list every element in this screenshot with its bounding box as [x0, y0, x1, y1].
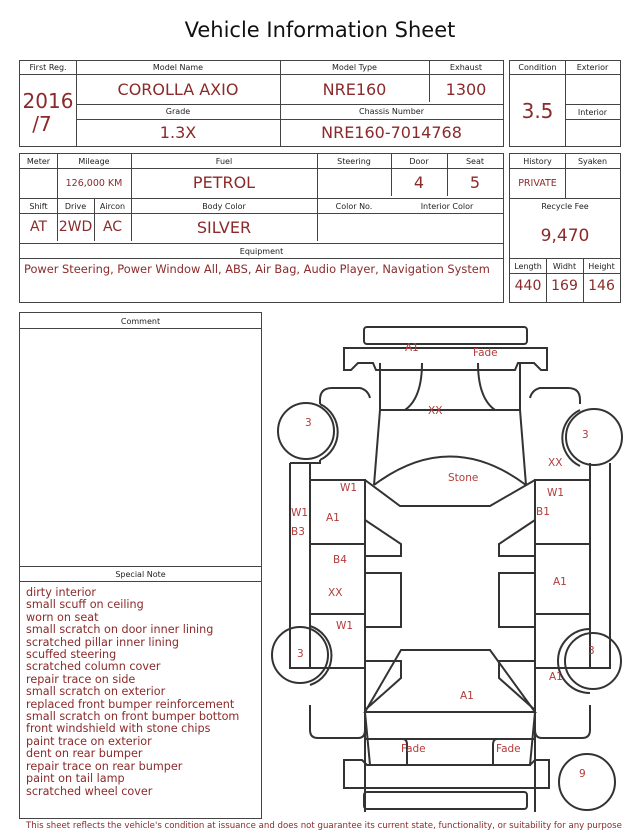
special-note-label: Special Note — [115, 570, 166, 579]
drive-value: 2WD — [58, 219, 93, 235]
shift-value: AT — [29, 219, 48, 235]
damage-mark: A1 — [326, 512, 340, 524]
tire-front-right-rim — [558, 629, 590, 693]
note-item: scuffed steering — [26, 648, 117, 662]
damage-mark: 3 — [305, 417, 312, 429]
car-damage-diagram — [270, 320, 630, 815]
note-item: repair trace on side — [26, 672, 136, 686]
width-label: Widht — [552, 262, 577, 271]
mileage-label: Mileage — [78, 157, 110, 166]
rear-bumper — [344, 348, 547, 370]
door-value: 4 — [413, 173, 425, 192]
note-item: worn on seat — [26, 610, 99, 624]
door-label: Door — [409, 157, 429, 166]
tire-front-right — [565, 633, 621, 689]
tire-rear-right-rim — [562, 410, 580, 466]
damage-mark: 9 — [579, 768, 586, 780]
spec-table — [19, 153, 504, 303]
front-bumper-lower — [364, 792, 527, 809]
right-rear-window — [499, 520, 535, 556]
drive-label: Drive — [64, 202, 87, 211]
aircon-value: AC — [102, 219, 123, 235]
history-label: History — [523, 157, 552, 166]
model-name: COROLLA AXIO — [117, 80, 239, 99]
damage-mark: Fade — [473, 347, 498, 359]
note-item: small scratch on exterior — [26, 685, 166, 699]
damage-mark: XX — [428, 405, 443, 417]
first-reg-month: /7 — [32, 112, 52, 136]
note-item: scratched wheel cover — [26, 784, 153, 798]
damage-mark: W1 — [340, 482, 358, 494]
left-rear-window — [365, 520, 401, 556]
front-bumper — [344, 760, 549, 788]
exterior-label: Exterior — [576, 63, 609, 72]
chassis-number: NRE160-7014768 — [321, 123, 462, 142]
note-item: small scratch on door inner lining — [26, 623, 214, 637]
recycle-fee-label: Recycle Fee — [541, 202, 589, 211]
comment-panel — [19, 312, 262, 819]
seat-label: Seat — [465, 157, 485, 166]
note-item: dirty interior — [26, 586, 96, 599]
tire-rear-left-rim — [320, 404, 338, 460]
model-type: NRE160 — [322, 80, 387, 99]
grade-label: Grade — [165, 107, 191, 116]
fuel-label: Fuel — [215, 157, 233, 166]
page-title: Vehicle Information Sheet — [184, 18, 456, 42]
recycle-fee-value: 9,470 — [540, 226, 590, 246]
note-item: paint trace on exterior — [26, 734, 152, 748]
length-value: 440 — [514, 278, 542, 294]
rear-bumper-outer — [364, 327, 527, 344]
right-rear-fender — [530, 388, 580, 404]
disclaimer-footer: This sheet reflects the vehicle's condition at issuance and does not guarantee its current state, functionality, or suitability for any purpose — [26, 821, 622, 831]
body-color-label: Body Color — [202, 202, 246, 211]
damage-mark: A1 — [460, 690, 474, 702]
note-item: replaced front bumper reinforcement — [26, 697, 235, 711]
left-rear-fender-lower — [290, 460, 320, 463]
fuel-value: PETROL — [192, 173, 256, 192]
height-value: 146 — [588, 278, 615, 294]
damage-mark: A1 — [553, 576, 567, 588]
exhaust-label: Exhaust — [449, 63, 483, 72]
syaken-label: Syaken — [577, 157, 608, 166]
spare-tire — [559, 754, 615, 810]
first-reg-label: First Reg. — [29, 63, 67, 72]
width-value: 169 — [551, 278, 578, 294]
damage-mark: 3 — [297, 648, 304, 660]
seat-value: 5 — [469, 173, 481, 192]
length-label: Length — [514, 262, 542, 271]
interior-label: Interior — [577, 108, 608, 117]
aircon-label: Aircon — [99, 202, 126, 211]
height-label: Height — [588, 262, 615, 271]
special-note-list — [26, 587, 239, 798]
note-item: repair trace on rear bumper — [26, 759, 183, 773]
note-item: small scuff on ceiling — [26, 598, 144, 612]
condition-table — [509, 60, 621, 147]
damage-mark: Fade — [496, 743, 521, 755]
damage-mark: W1 — [336, 620, 354, 632]
shift-label: Shift — [29, 202, 48, 211]
first-reg-year: 2016 — [22, 89, 74, 113]
note-item: paint on tail lamp — [26, 772, 125, 786]
front-windshield — [365, 650, 535, 712]
steering-label: Steering — [337, 157, 371, 166]
meter-label: Meter — [26, 157, 51, 166]
damage-mark: 3 — [582, 429, 589, 441]
note-item: scratched pillar inner lining — [26, 635, 179, 649]
tire-rear-right — [566, 409, 622, 465]
model-name-label: Model Name — [152, 63, 204, 72]
damage-mark: W1 — [291, 507, 309, 519]
interior-color-label: Interior Color — [420, 202, 474, 211]
note-item: front windshield with stone chips — [26, 722, 211, 736]
left-rear-fender — [320, 388, 370, 404]
chassis-label: Chassis Number — [359, 107, 424, 116]
damage-mark: B4 — [333, 554, 347, 566]
damage-mark: Stone — [448, 472, 479, 484]
damage-mark: W1 — [547, 487, 565, 499]
condition-label: Condition — [518, 63, 557, 72]
main-info-table — [19, 60, 504, 147]
body-color-value: SILVER — [196, 218, 252, 237]
condition-grade: 3.5 — [521, 99, 554, 123]
note-item: small scratch on front bumper bottom — [26, 710, 240, 724]
left-door-window — [365, 573, 401, 627]
left-front-fender — [310, 705, 365, 738]
damage-mark: B1 — [536, 506, 550, 518]
equipment-label: Equipment — [239, 247, 284, 256]
damage-mark: 3 — [588, 645, 595, 657]
damage-mark: B3 — [291, 526, 305, 538]
mileage-value: 126,000 KM — [65, 178, 123, 189]
right-door-window — [499, 573, 535, 627]
damage-mark: XX — [328, 587, 343, 599]
exhaust: 1300 — [445, 80, 487, 99]
grade: 1.3X — [159, 123, 197, 142]
equipment-value: Power Steering, Power Window All, ABS, Air Bag, Audio Player, Navigation System — [24, 262, 490, 276]
damage-mark: Fade — [401, 743, 426, 755]
model-type-label: Model Type — [332, 63, 377, 72]
history-value: PRIVATE — [518, 178, 557, 189]
damage-mark: A1 — [405, 342, 419, 354]
left-side-panel — [310, 480, 365, 812]
right-front-fender — [535, 705, 590, 738]
color-no-label: Color No. — [335, 202, 373, 211]
damage-mark: A1 — [549, 671, 563, 683]
comment-label: Comment — [120, 317, 161, 326]
tire-rear-left — [278, 403, 334, 459]
note-item: scratched column cover — [26, 660, 161, 674]
history-table — [509, 153, 621, 303]
damage-mark: XX — [548, 457, 563, 469]
left-rocker — [290, 463, 310, 668]
note-item: dent on rear bumper — [26, 747, 143, 761]
